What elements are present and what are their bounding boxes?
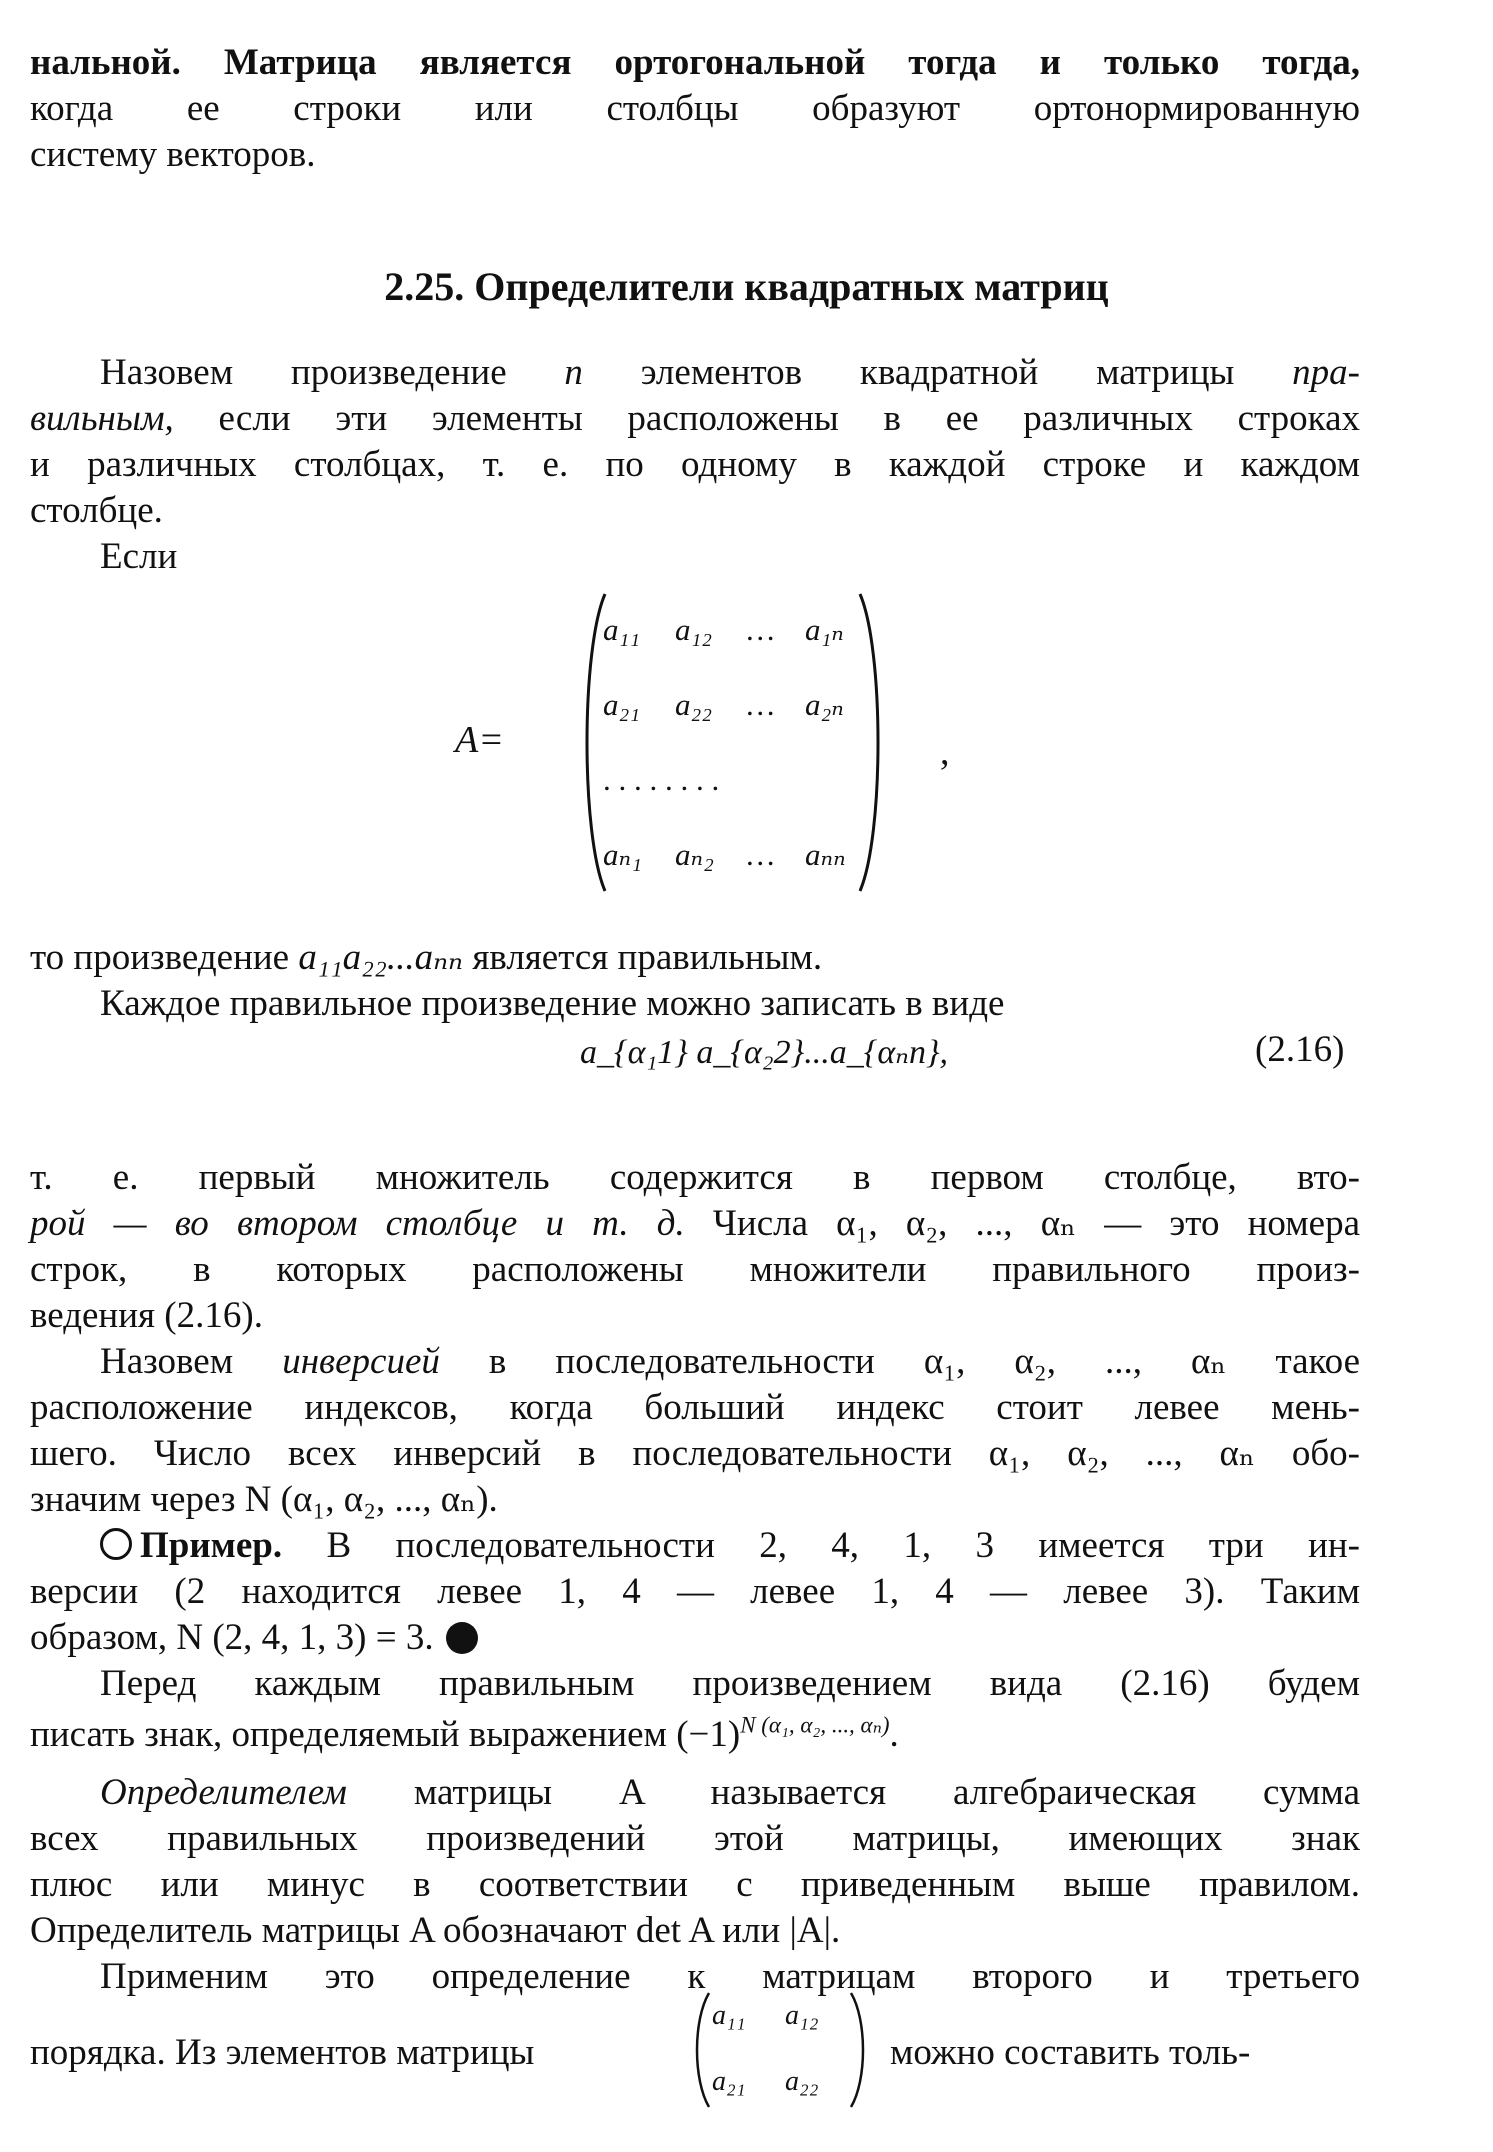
matrix-cell: a₁₂	[785, 2000, 819, 2031]
matrix-cell: a₂₁	[603, 687, 641, 722]
text-line: Определитель матрицы A обозначают det A или |A|.	[30, 1910, 841, 1951]
matrix-cell: a₂₁	[712, 2066, 746, 2097]
text-line: порядка. Из элементов матрицы	[30, 2032, 535, 2073]
example-line: образом, N (2, 4, 1, 3) = 3.	[30, 1615, 1360, 1661]
left-paren-icon	[690, 1990, 712, 2110]
text-line: систему векторов.	[30, 134, 316, 175]
text-line: когда ее строки или столбцы образуют ортонормированную	[30, 88, 1360, 129]
text-line: ведения (2.16).	[30, 1295, 263, 1336]
matrix-cell: a₂ₙ	[805, 687, 844, 722]
matrix-cell: aₙ₁	[603, 837, 642, 872]
text-line: Перед каждым правильным произведением вида (2.16) будем	[100, 1663, 1360, 1704]
text-line: значим через N (α₁, α₂, ..., αₙ).	[30, 1479, 498, 1520]
matrix-dots-row: . . . . . . . .	[603, 762, 720, 797]
formula-2-16: a_{α₁1} a_{α₂2}...a_{αₙn},	[580, 1034, 949, 1071]
text-line: нальной. Матрица является ортогональной тогда и только тогда,	[30, 42, 1360, 83]
matrix-cell: a₁ₙ	[805, 612, 844, 647]
text-line: то произведение a₁₁a₂₂...aₙₙ является правильным.	[30, 937, 823, 978]
text-line: Определителем матрицы A называется алгебраическая сумма	[100, 1772, 1360, 1813]
matrix-cell: a₁₂	[675, 612, 713, 647]
text-line: Назовем произведение n элементов квадратной матрицы пра-	[100, 352, 1360, 393]
right-paren-icon	[848, 1990, 870, 2110]
matrix-cell: …	[747, 837, 775, 872]
text-line: писать знак, определяемый выражением $(-1)^{N (\alpha_1, \alpha_2, ..., \alpha_n)}$.	[30, 1712, 899, 1755]
text-line: Каждое правильное произведение можно записать в виде	[100, 983, 1005, 1024]
text-line: расположение индексов, когда больший индекс стоит левее мень-	[30, 1387, 1360, 1428]
text-line: рой — во втором столбце и т. д. Числа α₁, α₂, ..., αₙ — это номера	[30, 1203, 1360, 1244]
matrix-a	[575, 590, 890, 895]
matrix-cell: a₁₁	[712, 2000, 746, 2031]
matrix-label: A=	[455, 719, 504, 761]
matrix-cell: aₙₙ	[805, 837, 846, 872]
text-line: и различных столбцах, т. е. по одному в каждой строке и каждом	[30, 444, 1360, 485]
example-start-icon	[100, 1528, 132, 1560]
text-line: шего. Число всех инверсий в последовательности α₁, α₂, ..., αₙ обо-	[30, 1433, 1360, 1474]
text-line: можно составить толь-	[890, 2032, 1251, 2073]
text-line: столбце.	[30, 490, 163, 531]
matrix-cell: …	[747, 687, 775, 722]
text-line: т. е. первый множитель содержится в первом столбце, вто-	[30, 1157, 1360, 1198]
matrix-cell: a₂₂	[785, 2066, 819, 2097]
matrix-cell: aₙ₂	[675, 837, 714, 872]
text-line: Назовем инверсией в последовательности α₁, α₂, ..., αₙ такое	[100, 1341, 1360, 1382]
right-paren-icon	[856, 590, 890, 895]
text-line: Применим это определение к матрицам второго и третьего	[100, 1956, 1360, 1997]
matrix-2x2	[690, 1990, 870, 2110]
matrix-comma: ,	[940, 731, 950, 773]
equation-number: (2.16)	[1255, 1029, 1345, 1070]
text-line: всех правильных произведений этой матрицы, имеющих знак	[30, 1818, 1360, 1859]
matrix-cell: a₂₂	[675, 687, 713, 722]
example-end-icon	[446, 1622, 478, 1654]
text-line: плюс или минус в соответствии с приведенным выше правилом.	[30, 1864, 1360, 1905]
example-line: версии (2 находится левее 1, 4 — левее 1, 4 — левее 3). Таким	[30, 1571, 1360, 1612]
matrix-cell: …	[747, 612, 775, 647]
section-heading: 2.25. Определители квадратных матриц	[384, 264, 1109, 309]
example-line: Пример. В последовательности 2, 4, 1, 3 имеется три ин-	[100, 1523, 1360, 1569]
matrix-cell: a₁₁	[603, 612, 641, 647]
text-line: вильным, если эти элементы расположены в ее различных строках	[30, 398, 1360, 439]
text-line: строк, в которых расположены множители правильного произ-	[30, 1249, 1360, 1290]
text-line: Если	[100, 536, 178, 577]
